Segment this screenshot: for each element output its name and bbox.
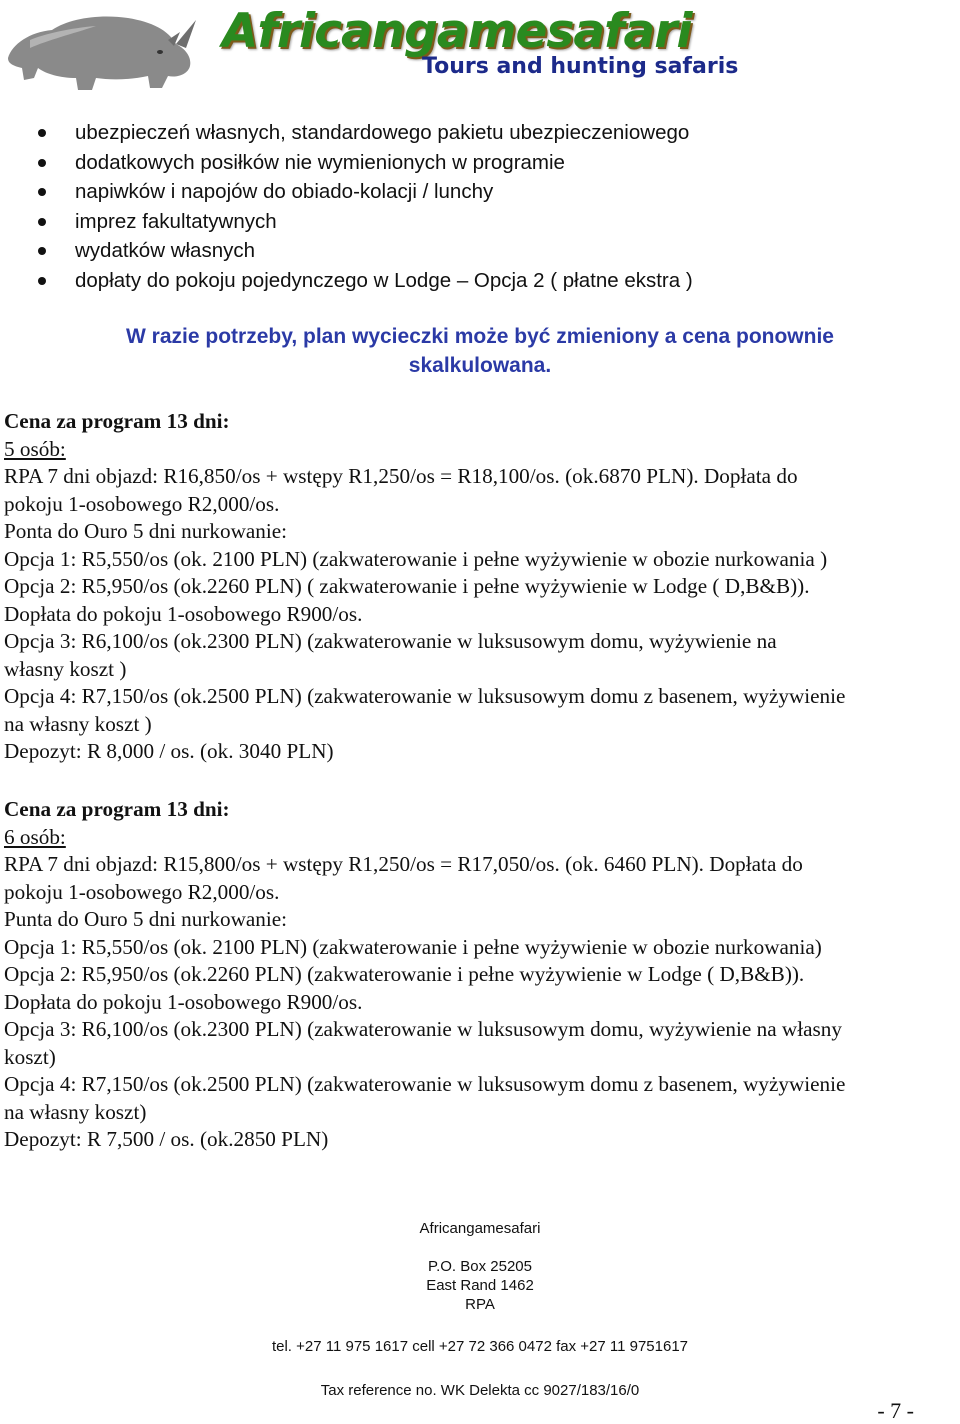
price-line: Opcja 2: R5,950/os (ok.2260 PLN) ( zakwaterowanie i pełne wyżywienie w Lodge ( D,B&B)). xyxy=(4,574,810,598)
section-title: Cena za program 13 dni: xyxy=(4,409,230,433)
brand-tagline: Tours and hunting safaris xyxy=(422,54,739,79)
list-item: wydatków własnych xyxy=(38,236,693,266)
brand-name: Africangamesafari xyxy=(222,4,692,59)
notice-line: W razie potrzeby, plan wycieczki może być zmieniony a cena ponownie xyxy=(126,325,834,348)
list-item: imprez fakultatywnych xyxy=(38,207,693,237)
price-line: własny koszt ) xyxy=(4,656,127,681)
price-line: Dopłata do pokoju 1-osobowego R900/os. xyxy=(4,601,363,626)
footer-contact: tel. +27 11 975 1617 cell +27 72 366 0472 fax +27 11 9751617 xyxy=(271,1338,689,1355)
price-line: na własny koszt) xyxy=(4,1099,147,1124)
list-item: napiwków i napojów do obiado-kolacji / lunchy xyxy=(38,177,693,207)
page-number: - 7 - xyxy=(877,1398,914,1423)
header xyxy=(0,0,960,95)
plan-change-notice xyxy=(60,322,900,380)
list-item: ubezpieczeń własnych, standardowego pakietu ubezpieczeniowego xyxy=(38,118,693,148)
footer-tax-reference: Tax reference no. WK Delekta cc 9027/183/16/0 xyxy=(320,1382,640,1399)
price-line: Opcja 3: R6,100/os (ok.2300 PLN) (zakwaterowanie w luksusowym domu, wyżywienie na xyxy=(4,629,777,653)
price-line: Depozyt: R 7,500 / os. (ok.2850 PLN) xyxy=(4,1127,329,1151)
price-line: Opcja 4: R7,150/os (ok.2500 PLN) (zakwaterowanie w luksusowym domu z basenem, wyżywienie xyxy=(4,684,846,708)
price-line: pokoju 1-osobowego R2,000/os. xyxy=(4,879,280,904)
price-line: pokoju 1-osobowego R2,000/os. xyxy=(4,491,280,516)
price-line: koszt) xyxy=(4,1044,56,1069)
price-line: Depozyt: R 8,000 / os. (ok. 3040 PLN) xyxy=(4,739,334,763)
list-item: dodatkowych posiłków nie wymienionych w programie xyxy=(38,148,693,178)
price-line: Opcja 1: R5,550/os (ok. 2100 PLN) (zakwaterowanie i pełne wyżywienie w obozie nurkowania ) xyxy=(4,546,828,571)
footer-company: Africangamesafari xyxy=(419,1220,541,1237)
rhino-icon xyxy=(0,0,200,92)
persons-label: 5 osób: xyxy=(4,436,66,461)
list-item: dopłaty do pokoju pojedynczego w Lodge – Opcja 2 ( płatne ekstra ) xyxy=(38,266,693,296)
price-line: Punta do Ouro 5 dni nurkowanie: xyxy=(4,907,288,931)
exclusions-list xyxy=(38,118,693,296)
pricing-6-persons xyxy=(4,796,959,1154)
price-line: na własny koszt ) xyxy=(4,711,152,736)
price-line: Opcja 2: R5,950/os (ok.2260 PLN) (zakwaterowanie i pełne wyżywienie w Lodge ( D,B&B)). xyxy=(4,962,805,986)
price-line: Opcja 1: R5,550/os (ok. 2100 PLN) (zakwaterowanie i pełne wyżywienie w obozie nurkowania) xyxy=(4,934,822,959)
price-line: Dopłata do pokoju 1-osobowego R900/os. xyxy=(4,989,363,1014)
section-title: Cena za program 13 dni: xyxy=(4,797,230,821)
price-line: RPA 7 dni objazd: R15,800/os + wstępy R1,250/os = R17,050/os. (ok. 6460 PLN). Dopłata do xyxy=(4,852,803,876)
footer-po-box: P.O. Box 25205 xyxy=(428,1258,532,1275)
price-line: RPA 7 dni objazd: R16,850/os + wstępy R1,250/os = R18,100/os. (ok.6870 PLN). Dopłata do xyxy=(4,464,798,488)
price-line: Opcja 4: R7,150/os (ok.2500 PLN) (zakwaterowanie w luksusowym domu z basenem, wyżywienie xyxy=(4,1072,846,1096)
persons-label: 6 osób: xyxy=(4,824,66,849)
price-line: Ponta do Ouro 5 dni nurkowanie: xyxy=(4,519,288,543)
footer-city: East Rand 1462 xyxy=(426,1277,534,1294)
notice-line: skalkulowana. xyxy=(408,354,552,377)
footer-country: RPA xyxy=(465,1296,495,1313)
price-line: Opcja 3: R6,100/os (ok.2300 PLN) (zakwaterowanie w luksusowym domu, wyżywienie na własny xyxy=(4,1017,842,1041)
pricing-5-persons xyxy=(4,408,959,766)
